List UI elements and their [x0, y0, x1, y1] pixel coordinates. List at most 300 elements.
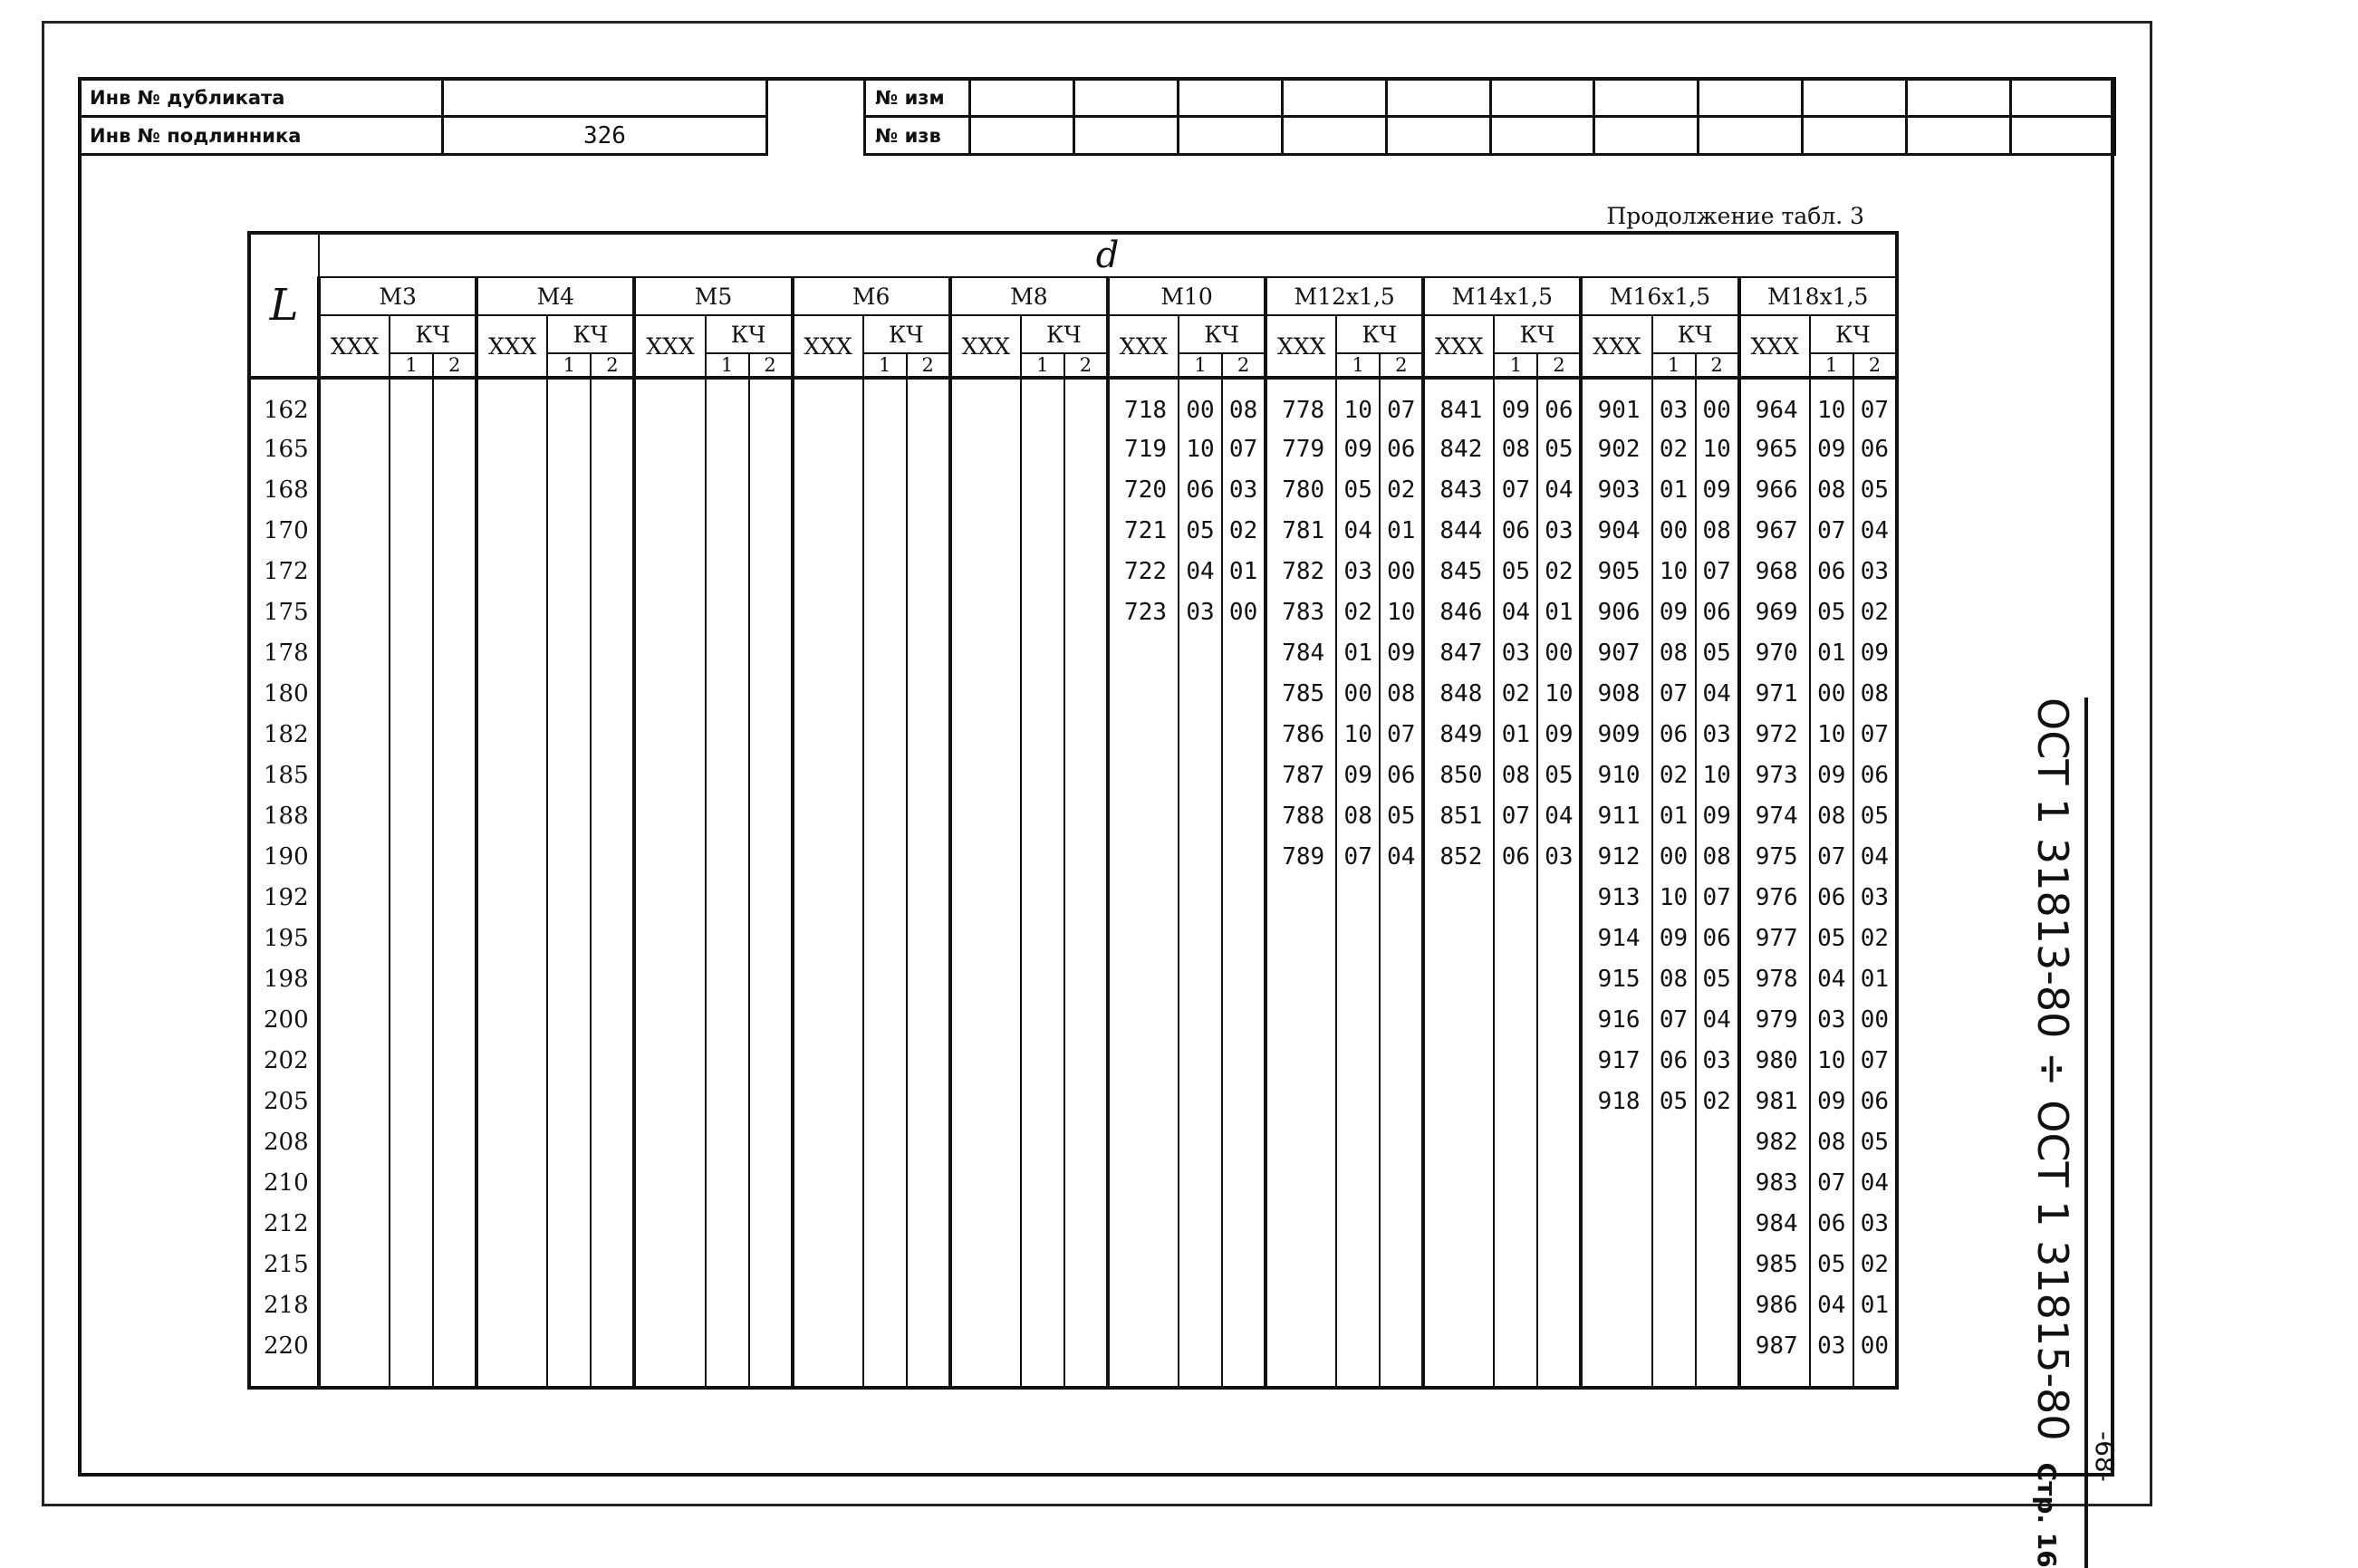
empty-cell: [319, 1162, 390, 1203]
empty-cell: [319, 714, 390, 755]
cell-kch1: 06: [1494, 836, 1537, 877]
cell-xxx: 902: [1581, 428, 1651, 469]
cell-kch1: 09: [1652, 592, 1696, 632]
cell-kch1: [1179, 714, 1222, 755]
empty-cell: [749, 999, 793, 1040]
empty-cell: [1064, 918, 1108, 958]
empty-cell: [433, 510, 476, 551]
header-kch-2: 2: [433, 353, 476, 378]
cell-xxx: 903: [1581, 469, 1651, 510]
cell-kch1: 02: [1652, 428, 1696, 469]
empty-cell: [390, 1325, 433, 1366]
dup-value: [442, 79, 766, 117]
cell-kch1: [1336, 1081, 1380, 1121]
empty-cell: [634, 510, 705, 551]
cell-kch2: 01: [1380, 510, 1423, 551]
cell-kch2: [1222, 755, 1266, 795]
empty-cell: [433, 1121, 476, 1162]
row-L: 212: [249, 1203, 319, 1244]
cell-kch2: [1380, 918, 1423, 958]
empty-cell: [476, 1325, 547, 1366]
empty-cell: [433, 795, 476, 836]
table-row: [249, 836, 1897, 877]
empty-cell: [1064, 1366, 1108, 1388]
empty-cell: [1021, 999, 1064, 1040]
empty-cell: [793, 1121, 863, 1162]
izm-label: № изм: [865, 79, 970, 117]
cell-xxx: 913: [1581, 877, 1651, 918]
empty-cell: [706, 632, 749, 673]
cell-kch1: [1494, 1203, 1537, 1244]
cell-kch1: 01: [1336, 632, 1380, 673]
cell-xxx: 906: [1581, 592, 1651, 632]
header-xxx: ХХХ: [1739, 315, 1810, 378]
empty-cell: [1021, 714, 1064, 755]
empty-cell: [793, 378, 863, 428]
empty-cell: [793, 1081, 863, 1121]
cell-kch2: [1222, 1203, 1266, 1244]
cell-kch1: 10: [1810, 1040, 1853, 1081]
empty-cell: [591, 592, 634, 632]
empty-cell: [433, 1162, 476, 1203]
row-L: 218: [249, 1284, 319, 1325]
empty-cell: [249, 1366, 319, 1388]
dup-label: Инв № дубликата: [80, 79, 443, 117]
cell-kch1: 07: [1652, 999, 1696, 1040]
empty-cell: [1021, 1366, 1064, 1388]
empty-cell: [1021, 1121, 1064, 1162]
standard-title: ОСТ 1 31813-80 ÷ ОСТ 1 31815-80: [2028, 697, 2077, 1441]
empty-cell: [1537, 1366, 1581, 1388]
cell-xxx: 904: [1581, 510, 1651, 551]
empty-cell: [863, 1203, 907, 1244]
cell-xxx: 916: [1581, 999, 1651, 1040]
empty-cell: [433, 1284, 476, 1325]
empty-cell: [319, 918, 390, 958]
cell-xxx: 964: [1739, 378, 1810, 428]
empty-cell: [390, 999, 433, 1040]
cell-kch1: [1336, 1325, 1380, 1366]
cell-kch1: 02: [1336, 592, 1380, 632]
header-xxx: ХХХ: [476, 315, 547, 378]
empty-cell: [1064, 795, 1108, 836]
row-L: 165: [249, 428, 319, 469]
cell-kch2: 00: [1222, 592, 1266, 632]
cell-xxx: [1108, 1121, 1179, 1162]
empty-cell: [950, 1325, 1021, 1366]
cell-kch1: 03: [1336, 551, 1380, 592]
empty-cell: [319, 1284, 390, 1325]
empty-cell: [907, 510, 950, 551]
cell-kch2: [1222, 795, 1266, 836]
header-kch-1: 1: [1021, 353, 1064, 378]
cell-xxx: 977: [1739, 918, 1810, 958]
table-row: [249, 1121, 1897, 1162]
empty-cell: [706, 1366, 749, 1388]
cell-kch2: 09: [1853, 632, 1897, 673]
empty-cell: [706, 795, 749, 836]
empty-cell: [706, 1162, 749, 1203]
cell-kch1: [1179, 1162, 1222, 1203]
empty-cell: [591, 1203, 634, 1244]
cell-xxx: 987: [1739, 1325, 1810, 1366]
cell-kch2: [1222, 1284, 1266, 1325]
empty-cell: [433, 428, 476, 469]
cell-xxx: [1581, 1121, 1651, 1162]
cell-xxx: 986: [1739, 1284, 1810, 1325]
empty-cell: [1064, 673, 1108, 714]
empty-cell: [547, 1325, 591, 1366]
empty-cell: [547, 877, 591, 918]
cell-kch1: 04: [1179, 551, 1222, 592]
cell-xxx: [1108, 958, 1179, 999]
empty-cell: [950, 673, 1021, 714]
stamp-cell: [1699, 79, 1803, 117]
cell-kch2: [1222, 918, 1266, 958]
empty-cell: [547, 918, 591, 958]
empty-cell: [863, 755, 907, 795]
cell-kch2: [1537, 1284, 1581, 1325]
page-label: Стр. 16: [2032, 1462, 2062, 1568]
cell-xxx: 846: [1423, 592, 1494, 632]
cell-xxx: 966: [1739, 469, 1810, 510]
cell-kch1: 02: [1494, 673, 1537, 714]
empty-cell: [634, 877, 705, 918]
empty-cell: [1179, 1366, 1222, 1388]
cell-xxx: 849: [1423, 714, 1494, 755]
cell-kch2: [1537, 999, 1581, 1040]
cell-xxx: 971: [1739, 673, 1810, 714]
empty-cell: [1064, 469, 1108, 510]
empty-cell: [591, 1244, 634, 1284]
empty-cell: [1581, 1366, 1651, 1388]
cell-kch2: 06: [1853, 755, 1897, 795]
empty-cell: [634, 1325, 705, 1366]
empty-cell: [706, 673, 749, 714]
empty-cell: [591, 428, 634, 469]
cell-xxx: [1266, 1081, 1336, 1121]
empty-cell: [749, 755, 793, 795]
cell-kch2: [1696, 1325, 1739, 1366]
row-L: 168: [249, 469, 319, 510]
cell-xxx: [1423, 1081, 1494, 1121]
empty-cell: [390, 958, 433, 999]
empty-cell: [591, 1162, 634, 1203]
empty-cell: [1064, 714, 1108, 755]
cell-kch2: 05: [1537, 428, 1581, 469]
standard-designation: [2028, 697, 2088, 1568]
cell-xxx: 908: [1581, 673, 1651, 714]
cell-kch1: 09: [1494, 378, 1537, 428]
header-xxx: ХХХ: [950, 315, 1021, 378]
cell-kch1: [1494, 1325, 1537, 1366]
cell-kch1: [1494, 1162, 1537, 1203]
empty-cell: [476, 1121, 547, 1162]
empty-cell: [749, 673, 793, 714]
empty-cell: [749, 714, 793, 755]
empty-cell: [1266, 1366, 1336, 1388]
cell-kch2: 05: [1537, 755, 1581, 795]
cell-xxx: 848: [1423, 673, 1494, 714]
empty-cell: [793, 1203, 863, 1244]
empty-cell: [950, 551, 1021, 592]
orig-label: Инв № подлинника: [80, 117, 443, 155]
empty-cell: [433, 877, 476, 918]
cell-kch1: 10: [1652, 551, 1696, 592]
empty-cell: [476, 958, 547, 999]
empty-cell: [950, 1244, 1021, 1284]
cell-xxx: 850: [1423, 755, 1494, 795]
cell-xxx: 914: [1581, 918, 1651, 958]
empty-cell: [863, 378, 907, 428]
empty-cell: [1494, 1366, 1537, 1388]
empty-cell: [706, 1040, 749, 1081]
header-kch-2: 2: [1222, 353, 1266, 378]
cell-xxx: 718: [1108, 378, 1179, 428]
empty-cell: [793, 958, 863, 999]
cell-kch2: [1380, 1162, 1423, 1203]
empty-cell: [863, 1040, 907, 1081]
empty-cell: [863, 1162, 907, 1203]
stamp-cell: [2011, 79, 2115, 117]
header-kch-1: 1: [1336, 353, 1380, 378]
empty-cell: [793, 673, 863, 714]
empty-cell: [863, 428, 907, 469]
cell-kch2: 05: [1853, 469, 1897, 510]
cell-kch1: 06: [1652, 1040, 1696, 1081]
cell-xxx: [1108, 632, 1179, 673]
empty-cell: [749, 1203, 793, 1244]
cell-xxx: 789: [1266, 836, 1336, 877]
cell-xxx: 967: [1739, 510, 1810, 551]
empty-cell: [390, 1121, 433, 1162]
stamp-cell: [1699, 117, 1803, 155]
cell-kch2: 00: [1853, 999, 1897, 1040]
cell-xxx: 719: [1108, 428, 1179, 469]
empty-cell: [547, 428, 591, 469]
empty-cell: [476, 510, 547, 551]
cell-xxx: 981: [1739, 1081, 1810, 1121]
empty-cell: [319, 1366, 390, 1388]
header-kch: КЧ: [1336, 315, 1423, 353]
cell-kch2: [1696, 1284, 1739, 1325]
empty-cell: [634, 1081, 705, 1121]
cell-xxx: 843: [1423, 469, 1494, 510]
cell-xxx: [1423, 877, 1494, 918]
cell-xxx: 721: [1108, 510, 1179, 551]
cell-kch2: 07: [1696, 551, 1739, 592]
cell-xxx: 907: [1581, 632, 1651, 673]
empty-cell: [1021, 918, 1064, 958]
cell-xxx: [1108, 1162, 1179, 1203]
empty-cell: [319, 469, 390, 510]
empty-cell: [634, 1244, 705, 1284]
table-spacer: [249, 1366, 1897, 1388]
empty-cell: [390, 428, 433, 469]
header-kch-1: 1: [706, 353, 749, 378]
empty-cell: [476, 1284, 547, 1325]
empty-cell: [433, 551, 476, 592]
empty-cell: [591, 958, 634, 999]
empty-cell: [793, 1366, 863, 1388]
empty-cell: [1021, 592, 1064, 632]
empty-cell: [634, 1366, 705, 1388]
cell-xxx: [1266, 1162, 1336, 1203]
cell-xxx: [1266, 1325, 1336, 1366]
empty-cell: [950, 1203, 1021, 1244]
cell-xxx: [1108, 1325, 1179, 1366]
cell-kch1: 03: [1652, 378, 1696, 428]
header-xxx: ХХХ: [1581, 315, 1651, 378]
cell-kch1: [1179, 1040, 1222, 1081]
cell-xxx: 985: [1739, 1244, 1810, 1284]
cell-kch1: 08: [1336, 795, 1380, 836]
header-size: М16х1,5: [1581, 277, 1738, 315]
table-row: [249, 958, 1897, 999]
empty-cell: [1021, 1203, 1064, 1244]
row-L: 198: [249, 958, 319, 999]
empty-cell: [390, 632, 433, 673]
cell-xxx: 720: [1108, 469, 1179, 510]
cell-kch2: [1222, 877, 1266, 918]
empty-cell: [950, 958, 1021, 999]
cell-kch1: 07: [1652, 673, 1696, 714]
cell-kch1: [1494, 1244, 1537, 1284]
cell-kch2: 10: [1696, 755, 1739, 795]
empty-cell: [476, 1081, 547, 1121]
header-size: М18х1,5: [1739, 277, 1897, 315]
cell-kch1: [1652, 1121, 1696, 1162]
empty-cell: [706, 428, 749, 469]
cell-kch1: 05: [1652, 1081, 1696, 1121]
cell-kch2: [1380, 1040, 1423, 1081]
dimension-table: [247, 231, 1899, 1390]
cell-kch1: 08: [1810, 1121, 1853, 1162]
cell-kch1: [1179, 1203, 1222, 1244]
empty-cell: [706, 551, 749, 592]
empty-cell: [547, 795, 591, 836]
cell-xxx: [1423, 958, 1494, 999]
empty-cell: [591, 918, 634, 958]
empty-cell: [706, 378, 749, 428]
header-kch-1: 1: [390, 353, 433, 378]
cell-kch1: 00: [1652, 836, 1696, 877]
cell-xxx: 845: [1423, 551, 1494, 592]
cell-xxx: [1423, 918, 1494, 958]
cell-kch2: [1537, 958, 1581, 999]
cell-xxx: 970: [1739, 632, 1810, 673]
empty-cell: [433, 958, 476, 999]
empty-cell: [476, 918, 547, 958]
cell-xxx: [1266, 918, 1336, 958]
empty-cell: [390, 469, 433, 510]
cell-kch2: 10: [1696, 428, 1739, 469]
cell-kch2: [1380, 1081, 1423, 1121]
cell-xxx: 784: [1266, 632, 1336, 673]
cell-kch2: [1222, 1040, 1266, 1081]
cell-xxx: [1581, 1284, 1651, 1325]
empty-cell: [634, 1121, 705, 1162]
empty-cell: [591, 469, 634, 510]
empty-cell: [390, 1081, 433, 1121]
empty-cell: [706, 510, 749, 551]
cell-kch2: 07: [1696, 877, 1739, 918]
header-kch-2: 2: [907, 353, 950, 378]
empty-cell: [749, 836, 793, 877]
header-kch-2: 2: [1380, 353, 1423, 378]
cell-kch1: 04: [1336, 510, 1380, 551]
cell-kch1: [1179, 755, 1222, 795]
empty-cell: [749, 1081, 793, 1121]
cell-kch1: 07: [1494, 469, 1537, 510]
header-kch: КЧ: [1810, 315, 1897, 353]
table-row: [249, 551, 1897, 592]
empty-cell: [547, 1081, 591, 1121]
empty-cell: [390, 1244, 433, 1284]
stamp-cell: [1386, 79, 1490, 117]
cell-kch1: [1179, 958, 1222, 999]
empty-cell: [547, 632, 591, 673]
cell-kch1: 10: [1810, 714, 1853, 755]
empty-cell: [634, 428, 705, 469]
cell-kch1: 01: [1652, 469, 1696, 510]
izv-label: № изв: [865, 117, 970, 155]
cell-kch1: 06: [1810, 1203, 1853, 1244]
empty-cell: [476, 1162, 547, 1203]
empty-cell: [634, 1162, 705, 1203]
cell-kch2: [1537, 1325, 1581, 1366]
cell-kch1: 06: [1810, 877, 1853, 918]
stamp-cell: [1594, 79, 1699, 117]
cell-kch1: [1179, 1284, 1222, 1325]
table-row: [249, 877, 1897, 918]
cell-xxx: [1423, 999, 1494, 1040]
empty-cell: [634, 836, 705, 877]
table-row: [249, 714, 1897, 755]
cell-kch2: 07: [1853, 378, 1897, 428]
empty-cell: [634, 1040, 705, 1081]
row-L: 200: [249, 999, 319, 1040]
stamp-cell: [1282, 117, 1386, 155]
cell-kch1: [1336, 1284, 1380, 1325]
empty-cell: [433, 836, 476, 877]
empty-cell: [1064, 1121, 1108, 1162]
cell-xxx: [1108, 836, 1179, 877]
empty-cell: [319, 1121, 390, 1162]
cell-kch2: 08: [1696, 510, 1739, 551]
empty-cell: [863, 1081, 907, 1121]
cell-xxx: 901: [1581, 378, 1651, 428]
empty-cell: [1021, 1162, 1064, 1203]
empty-cell: [1336, 1366, 1380, 1388]
empty-cell: [433, 469, 476, 510]
cell-kch2: 06: [1380, 428, 1423, 469]
cell-kch1: [1652, 1325, 1696, 1366]
empty-cell: [907, 592, 950, 632]
cell-kch2: 04: [1853, 510, 1897, 551]
empty-cell: [634, 999, 705, 1040]
cell-xxx: 912: [1581, 836, 1651, 877]
stamp-cell: [1073, 79, 1178, 117]
cell-kch2: 05: [1696, 958, 1739, 999]
empty-cell: [390, 1040, 433, 1081]
empty-cell: [749, 632, 793, 673]
header-size: М8: [950, 277, 1108, 315]
cell-xxx: 909: [1581, 714, 1651, 755]
header-kch: КЧ: [1494, 315, 1581, 353]
cell-kch2: [1380, 1284, 1423, 1325]
empty-cell: [863, 1325, 907, 1366]
